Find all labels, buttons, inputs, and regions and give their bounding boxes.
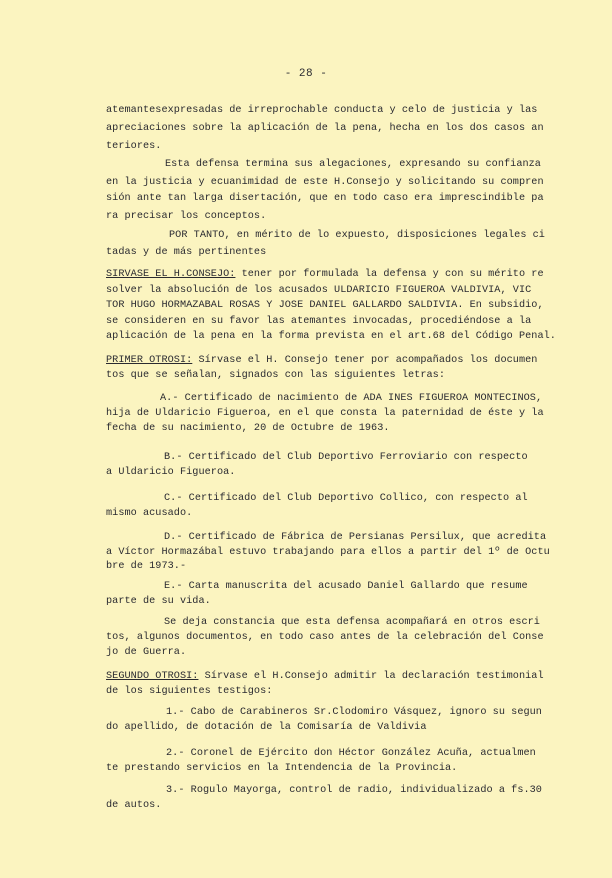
text-line: tos, algunos documentos, en todo caso antes de la celebración del Conse bbox=[106, 632, 544, 643]
text-line: de autos. bbox=[106, 800, 162, 811]
text-line: do apellido, de dotación de la Comisaría de Valdivia bbox=[106, 722, 427, 733]
text-line: Esta defensa termina sus alegaciones, expresando su confianza bbox=[165, 159, 541, 170]
text-line: A.- Certificado de nacimiento de ADA INES FIGUEROA MONTECINOS, bbox=[160, 393, 543, 404]
text-line: 3.- Rogulo Mayorga, control de radio, individualizado a fs.30 bbox=[166, 785, 542, 796]
text-line: a Uldaricio Figueroa. bbox=[106, 467, 236, 478]
text-line: POR TANTO, en mérito de lo expuesto, disposiciones legales ci bbox=[169, 230, 545, 241]
page-number: - 28 - bbox=[284, 68, 328, 80]
text-line: te prestando servicios en la Intendencia de la Provincia. bbox=[106, 763, 458, 774]
text-line: tos que se señalan, signados con las siguientes letras: bbox=[106, 370, 445, 381]
text-span: tener por formulada la defensa y con su mérito re bbox=[235, 269, 544, 280]
text-line: Se deja constancia que esta defensa acompañará en otros escri bbox=[164, 617, 540, 628]
section-heading: PRIMER OTROSI: bbox=[106, 355, 193, 366]
text-span: Sírvase el H. Consejo tener por acompañados los documen bbox=[192, 355, 538, 366]
text-line: 2.- Coronel de Ejército don Héctor González Acuña, actualmen bbox=[166, 748, 536, 759]
text-line: aplicación de la pena en la forma prevista en el art.68 del Código Penal. bbox=[106, 331, 556, 342]
text-line: atemantesexpresadas de irreprochable conducta y celo de justicia y las bbox=[106, 105, 538, 116]
text-line: apreciaciones sobre la aplicación de la pena, hecha en los dos casos an bbox=[106, 123, 544, 134]
text-line: a Víctor Hormazábal estuvo trabajando para ellos a partir del 1º de Octu bbox=[106, 547, 550, 558]
text-line bbox=[106, 268, 544, 281]
section-heading: SIRVASE EL H.CONSEJO: bbox=[106, 269, 236, 280]
text-line: B.- Certificado del Club Deportivo Ferroviario con respecto bbox=[164, 452, 528, 463]
text-line: bre de 1973.- bbox=[106, 561, 187, 572]
text-line bbox=[106, 354, 537, 367]
text-line: jo de Guerra. bbox=[106, 647, 187, 658]
text-line: se consideren en su favor las atemantes invocadas, procediéndose a la bbox=[106, 316, 532, 327]
text-line: tadas y de más pertinentes bbox=[106, 247, 267, 258]
text-line: en la justicia y ecuanimidad de este H.Consejo y solicitando su compren bbox=[106, 177, 544, 188]
text-line: hija de Uldaricio Figueroa, en el que consta la paternidad de éste y la bbox=[106, 408, 544, 419]
text-line: de los siguientes testigos: bbox=[106, 686, 273, 697]
text-line: sión ante tan larga disertación, que en todo caso era imprescindible pa bbox=[106, 193, 544, 204]
text-line: teriores. bbox=[106, 141, 162, 152]
text-line: solver la absolución de los acusados ULDARICIO FIGUEROA VALDIVIA, VIC bbox=[106, 285, 532, 296]
text-line: mismo acusado. bbox=[106, 508, 193, 519]
text-line: 1.- Cabo de Carabineros Sr.Clodomiro Vásquez, ignoro su segun bbox=[166, 707, 542, 718]
text-line: ra precisar los conceptos. bbox=[106, 211, 267, 222]
text-line: C.- Certificado del Club Deportivo Collico, con respecto al bbox=[164, 493, 528, 504]
text-line bbox=[106, 670, 544, 683]
text-line: E.- Carta manuscrita del acusado Daniel Gallardo que resume bbox=[164, 581, 528, 592]
text-line: D.- Certificado de Fábrica de Persianas Persilux, que acredita bbox=[164, 532, 547, 543]
text-line: parte de su vida. bbox=[106, 596, 211, 607]
section-heading: SEGUNDO OTROSI: bbox=[106, 671, 199, 682]
text-span: Sírvase el H.Consejo admitir la declaración testimonial bbox=[198, 671, 544, 682]
text-line: fecha de su nacimiento, 20 de Octubre de 1963. bbox=[106, 423, 390, 434]
text-line: TOR HUGO HORMAZABAL ROSAS Y JOSE DANIEL GALLARDO SALDIVIA. En subsidio, bbox=[106, 300, 544, 311]
